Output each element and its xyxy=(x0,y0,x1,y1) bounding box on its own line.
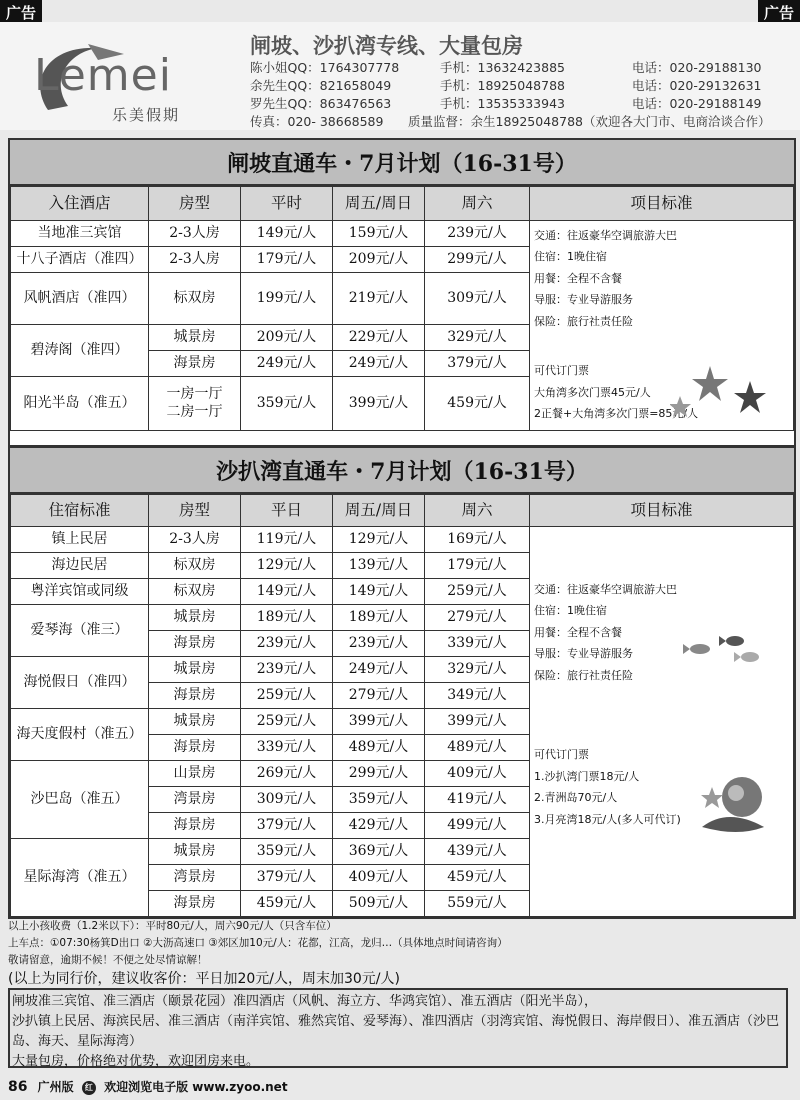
standard-item: 保险：旅行社责任险 xyxy=(534,668,633,682)
header xyxy=(0,22,800,130)
hotel-cell: 海悦假日（准四） xyxy=(11,657,149,709)
price-cell: 199元/人 xyxy=(241,273,333,325)
edition-badge-icon: 红 xyxy=(82,1081,96,1095)
price-cell: 249元/人 xyxy=(241,351,333,377)
price-cell: 379元/人 xyxy=(425,351,530,377)
seashell-icon xyxy=(698,767,768,837)
standard-item: 用餐：全程不含餐 xyxy=(534,271,622,285)
price-cell: 489元/人 xyxy=(333,735,425,761)
price-cell: 129元/人 xyxy=(241,553,333,579)
price-cell: 299元/人 xyxy=(425,247,530,273)
t1-header-sat: 周六 xyxy=(425,187,530,221)
hotel-cell: 风帆酒店（准四） xyxy=(11,273,149,325)
room-cell: 城景房 xyxy=(149,325,241,351)
room-cell: 海景房 xyxy=(149,891,241,917)
room-cell: 标双房 xyxy=(149,579,241,605)
footer xyxy=(8,1078,792,1095)
price-cell: 309元/人 xyxy=(241,787,333,813)
contact-qq-3: 罗先生QQ：863476563 xyxy=(250,96,392,111)
t1-header-standard: 项目标准 xyxy=(530,187,794,221)
extra-item: 3.月亮湾18元/人(多人可代订) xyxy=(534,812,681,826)
hotel-cell: 海天度假村（准五） xyxy=(11,709,149,761)
zhapo-plan-table xyxy=(8,138,796,447)
price-cell: 209元/人 xyxy=(241,325,333,351)
price-cell: 339元/人 xyxy=(425,631,530,657)
table-row xyxy=(11,527,794,553)
price-cell: 189元/人 xyxy=(333,605,425,631)
price-cell: 399元/人 xyxy=(333,709,425,735)
room-cell: 2-3人房 xyxy=(149,527,241,553)
room-cell: 山景房 xyxy=(149,761,241,787)
price-cell: 379元/人 xyxy=(241,813,333,839)
price-cell: 249元/人 xyxy=(333,657,425,683)
info-line-2: 沙扒镇上民居、海滨民居、准三酒店（南洋宾馆、雅然宾馆、爱琴海）、准四酒店（羽湾宾馆、海悦假日、海岸假日）、准五酒店（沙巴岛、海天、星际海湾） xyxy=(12,1014,780,1049)
price-cell: 459元/人 xyxy=(241,891,333,917)
price-cell: 239元/人 xyxy=(333,631,425,657)
standard-item: 导服：专业导游服务 xyxy=(534,293,633,307)
room-cell: 海景房 xyxy=(149,735,241,761)
price-cell: 429元/人 xyxy=(333,813,425,839)
price-cell: 359元/人 xyxy=(241,377,333,431)
price-cell: 409元/人 xyxy=(425,761,530,787)
room-cell: 海景房 xyxy=(149,813,241,839)
room-cell: 海景房 xyxy=(149,351,241,377)
hotel-cell: 沙巴岛（准五） xyxy=(11,761,149,839)
t1-header-hotel: 入住酒店 xyxy=(11,187,149,221)
room-cell: 海景房 xyxy=(149,683,241,709)
price-cell: 359元/人 xyxy=(333,787,425,813)
price-cell: 409元/人 xyxy=(333,865,425,891)
extra-item: 2.青洲岛70元/人 xyxy=(534,791,618,805)
notes-section xyxy=(8,918,792,989)
contact-qq-1: 陈小姐QQ：1764307778 xyxy=(250,60,400,75)
t2-header-hotel: 住宿标准 xyxy=(11,495,149,527)
pickup-note: 上车点：①07:30杨箕D出口 ②大沥高速口 ③郊区加10元/人：花都，江高，龙归…（具体地点时间请咨询） xyxy=(8,937,508,949)
info-line-1: 闸坡准三宾馆、准三酒店（颐景花园）准四酒店（风帆、海立方、华鸿宾馆）、准五酒店（阳光半岛）， xyxy=(12,994,598,1009)
price-cell: 279元/人 xyxy=(425,605,530,631)
hotel-cell: 十八子酒店（准四） xyxy=(11,247,149,273)
price-cell: 379元/人 xyxy=(241,865,333,891)
price-cell: 329元/人 xyxy=(425,657,530,683)
price-cell: 399元/人 xyxy=(333,377,425,431)
child-fee-note: 以上小孩收费（1.2米以下）：平时80元/人，周六90元/人（只含车位） xyxy=(8,920,337,932)
ad-tag-right: 广告 xyxy=(758,0,800,25)
t2-header-frisun: 周五/周日 xyxy=(333,495,425,527)
room-line: 一房一厅 xyxy=(166,386,223,402)
table-row xyxy=(11,221,794,247)
hotel-cell: 碧涛阁（准四） xyxy=(11,325,149,377)
price-cell: 439元/人 xyxy=(425,839,530,865)
hotel-cell: 当地准三宾馆 xyxy=(11,221,149,247)
price-cell: 259元/人 xyxy=(425,579,530,605)
price-cell: 229元/人 xyxy=(333,325,425,351)
price-note: (以上为同行价，建议收客价：平日加20元/人，周末加30元/人) xyxy=(8,971,400,987)
price-cell: 339元/人 xyxy=(241,735,333,761)
standard-item: 住宿：1晚住宿 xyxy=(534,604,607,618)
price-cell: 509元/人 xyxy=(333,891,425,917)
t1-header-room: 房型 xyxy=(149,187,241,221)
room-cell: 湾景房 xyxy=(149,865,241,891)
price-cell: 259元/人 xyxy=(241,683,333,709)
price-cell: 459元/人 xyxy=(425,377,530,431)
price-cell: 399元/人 xyxy=(425,709,530,735)
price-cell: 179元/人 xyxy=(241,247,333,273)
hotel-cell: 爱琴海（准三） xyxy=(11,605,149,657)
header-title: 闸坡、沙扒湾专线、大量包房 xyxy=(250,34,523,58)
room-cell: 标双房 xyxy=(149,273,241,325)
contact-mobile-2: 手机：18925048788 xyxy=(440,78,565,93)
standard-item: 住宿：1晚住宿 xyxy=(534,250,607,264)
price-cell: 369元/人 xyxy=(333,839,425,865)
price-cell: 159元/人 xyxy=(333,221,425,247)
t2-header-sat: 周六 xyxy=(425,495,530,527)
price-cell: 329元/人 xyxy=(425,325,530,351)
room-cell: 城景房 xyxy=(149,657,241,683)
contact-fax: 传真：020- 38668589 xyxy=(250,114,384,129)
contact-phone-1: 电话：020-29188130 xyxy=(632,60,762,75)
price-cell: 149元/人 xyxy=(333,579,425,605)
standard-item: 交通：往返豪华空调旅游大巴 xyxy=(534,583,677,596)
price-cell: 239元/人 xyxy=(241,657,333,683)
price-cell: 219元/人 xyxy=(333,273,425,325)
starfish-icon xyxy=(670,361,770,421)
price-cell: 119元/人 xyxy=(241,527,333,553)
price-cell: 179元/人 xyxy=(425,553,530,579)
footer-website[interactable]: 欢迎浏览电子版 www.zyoo.net xyxy=(104,1080,288,1094)
hotel-info-box xyxy=(8,988,788,1068)
price-cell: 559元/人 xyxy=(425,891,530,917)
price-cell: 269元/人 xyxy=(241,761,333,787)
edition-label: 广州版 xyxy=(37,1080,74,1094)
room-cell xyxy=(149,377,241,431)
price-cell: 239元/人 xyxy=(241,631,333,657)
room-cell: 城景房 xyxy=(149,709,241,735)
hotel-cell: 粤洋宾馆或同级 xyxy=(11,579,149,605)
t2-header-room: 房型 xyxy=(149,495,241,527)
price-cell: 279元/人 xyxy=(333,683,425,709)
table2-title: 沙扒湾直通车・7月计划（16-31号） xyxy=(10,448,794,494)
price-cell: 169元/人 xyxy=(425,527,530,553)
contact-qq-2: 余先生QQ：821658049 xyxy=(250,78,392,93)
price-cell: 149元/人 xyxy=(241,221,333,247)
hotel-cell: 镇上民居 xyxy=(11,527,149,553)
info-line-3: 大量包房，价格绝对优势，欢迎团房来电。 xyxy=(12,1054,260,1069)
room-cell: 湾景房 xyxy=(149,787,241,813)
price-cell: 359元/人 xyxy=(241,839,333,865)
standard-item: 用餐：全程不含餐 xyxy=(534,625,622,639)
price-cell: 149元/人 xyxy=(241,579,333,605)
room-cell: 2-3人房 xyxy=(149,247,241,273)
t2-header-standard: 项目标准 xyxy=(530,495,794,527)
room-line: 二房一厅 xyxy=(166,403,223,420)
t2-header-weekday: 平日 xyxy=(241,495,333,527)
room-cell: 2-3人房 xyxy=(149,221,241,247)
price-cell: 239元/人 xyxy=(425,221,530,247)
price-cell: 349元/人 xyxy=(425,683,530,709)
quality-supervision: 质量监督：余生18925048788（欢迎各大门市、电商洽谈合作） xyxy=(408,114,771,129)
extra-item: 2正餐+大角湾多次门票=85元/人 xyxy=(534,407,699,421)
t1-standards xyxy=(530,221,794,431)
room-cell: 标双房 xyxy=(149,553,241,579)
price-cell: 489元/人 xyxy=(425,735,530,761)
contact-phone-3: 电话：020-29188149 xyxy=(632,96,762,111)
price-cell: 139元/人 xyxy=(333,553,425,579)
standard-item: 保险：旅行社责任险 xyxy=(534,314,633,328)
price-cell: 129元/人 xyxy=(333,527,425,553)
contact-mobile-3: 手机：13535333943 xyxy=(440,96,565,111)
notice-note: 敬请留意，逾期不候！不便之处尽情谅解！ xyxy=(8,954,208,966)
shabawan-plan-table xyxy=(8,446,796,919)
price-cell: 249元/人 xyxy=(333,351,425,377)
extra-item: 大角湾多次门票45元/人 xyxy=(534,385,651,399)
room-cell: 海景房 xyxy=(149,631,241,657)
price-cell: 419元/人 xyxy=(425,787,530,813)
hotel-cell: 星际海湾（准五） xyxy=(11,839,149,917)
contact-mobile-1: 手机：13632423885 xyxy=(440,60,565,75)
price-cell: 299元/人 xyxy=(333,761,425,787)
t2-standards xyxy=(530,527,794,917)
hotel-cell: 阳光半岛（准五） xyxy=(11,377,149,431)
price-cell: 259元/人 xyxy=(241,709,333,735)
logo-subtitle: 乐美假期 xyxy=(112,106,181,124)
extra-item: 可代订门票 xyxy=(534,364,589,378)
room-cell: 城景房 xyxy=(149,605,241,631)
price-cell: 309元/人 xyxy=(425,273,530,325)
room-cell: 城景房 xyxy=(149,839,241,865)
extra-item: 可代订门票 xyxy=(534,748,589,762)
extra-item: 1.沙扒湾门票18元/人 xyxy=(534,769,640,783)
standard-item: 导服：专业导游服务 xyxy=(534,647,633,661)
logo-text: Lemei xyxy=(34,50,172,101)
hotel-cell: 海边民居 xyxy=(11,553,149,579)
ad-tag-left: 广告 xyxy=(0,0,42,25)
t1-header-weekday: 平时 xyxy=(241,187,333,221)
price-cell: 499元/人 xyxy=(425,813,530,839)
t1-header-frisun: 周五/周日 xyxy=(333,187,425,221)
standard-item: 交通：往返豪华空调旅游大巴 xyxy=(534,229,677,242)
fish-icon xyxy=(680,627,770,667)
price-cell: 209元/人 xyxy=(333,247,425,273)
price-cell: 189元/人 xyxy=(241,605,333,631)
price-cell: 459元/人 xyxy=(425,865,530,891)
table1-title: 闸坡直通车・7月计划（16-31号） xyxy=(10,140,794,186)
contact-phone-2: 电话：020-29132631 xyxy=(632,78,762,93)
page-number: 86 xyxy=(8,1079,28,1095)
